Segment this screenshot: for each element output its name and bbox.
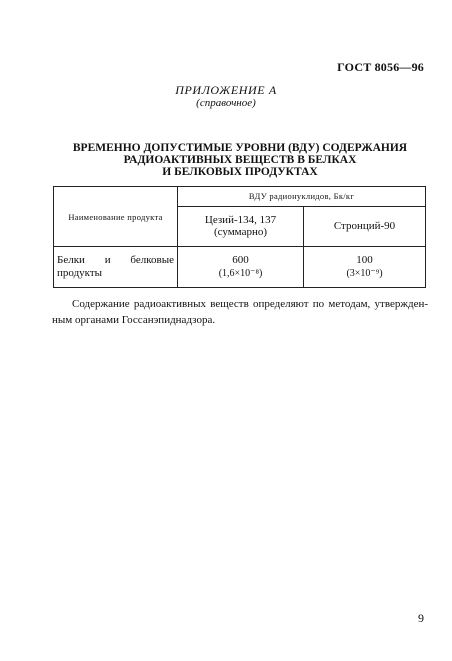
cesium-value: 600 xyxy=(232,254,249,266)
cesium-value-alt: (1,6×10⁻⁸) xyxy=(218,268,263,279)
cesium-header-line-2: (суммарно) xyxy=(213,226,268,239)
appendix-subtitle: (справочное) xyxy=(196,97,256,109)
note-paragraph xyxy=(52,296,428,328)
strontium-value-cell xyxy=(304,247,426,288)
page-number: 9 xyxy=(418,611,424,625)
note-line-1: Содержание радиоактивных веществ определяют по методам, утвержден- xyxy=(72,298,428,310)
cesium-column-header xyxy=(178,206,304,246)
cesium-value-cell xyxy=(178,247,304,288)
vdu-table xyxy=(53,186,426,288)
strontium-value: 100 xyxy=(356,254,373,266)
appendix-title: ПРИЛОЖЕНИЕ А xyxy=(175,83,277,97)
main-title-line-3: И БЕЛКОВЫХ ПРОДУКТАХ xyxy=(162,166,318,178)
main-title-line-2: РАДИОАКТИВНЫХ ВЕЩЕСТВ В БЕЛКАХ xyxy=(123,154,357,166)
table-header-row xyxy=(54,187,426,207)
strontium-value-alt: (3×10⁻⁹) xyxy=(346,268,383,279)
cesium-header-line-1: Цезий-134, 137 xyxy=(204,214,277,227)
product-name-line-1: Белки и белковые xyxy=(57,254,174,266)
vdu-group-header: ВДУ радионуклидов, Бк/кг xyxy=(178,187,426,207)
strontium-column-header: Стронций-90 xyxy=(304,206,426,246)
product-column-header: Наименование продукта xyxy=(54,187,178,247)
product-name-line-2: продукты xyxy=(57,267,103,279)
note-line-2: ным органами Госсанэпиднадзора. xyxy=(52,314,216,326)
main-title xyxy=(40,142,440,178)
table-row xyxy=(54,247,426,288)
document-code: ГОСТ 8056—96 xyxy=(337,60,424,74)
main-title-line-1: ВРЕМЕННО ДОПУСТИМЫЕ УРОВНИ (ВДУ) СОДЕРЖАНИЯ xyxy=(72,142,408,154)
product-name-cell xyxy=(54,247,178,288)
